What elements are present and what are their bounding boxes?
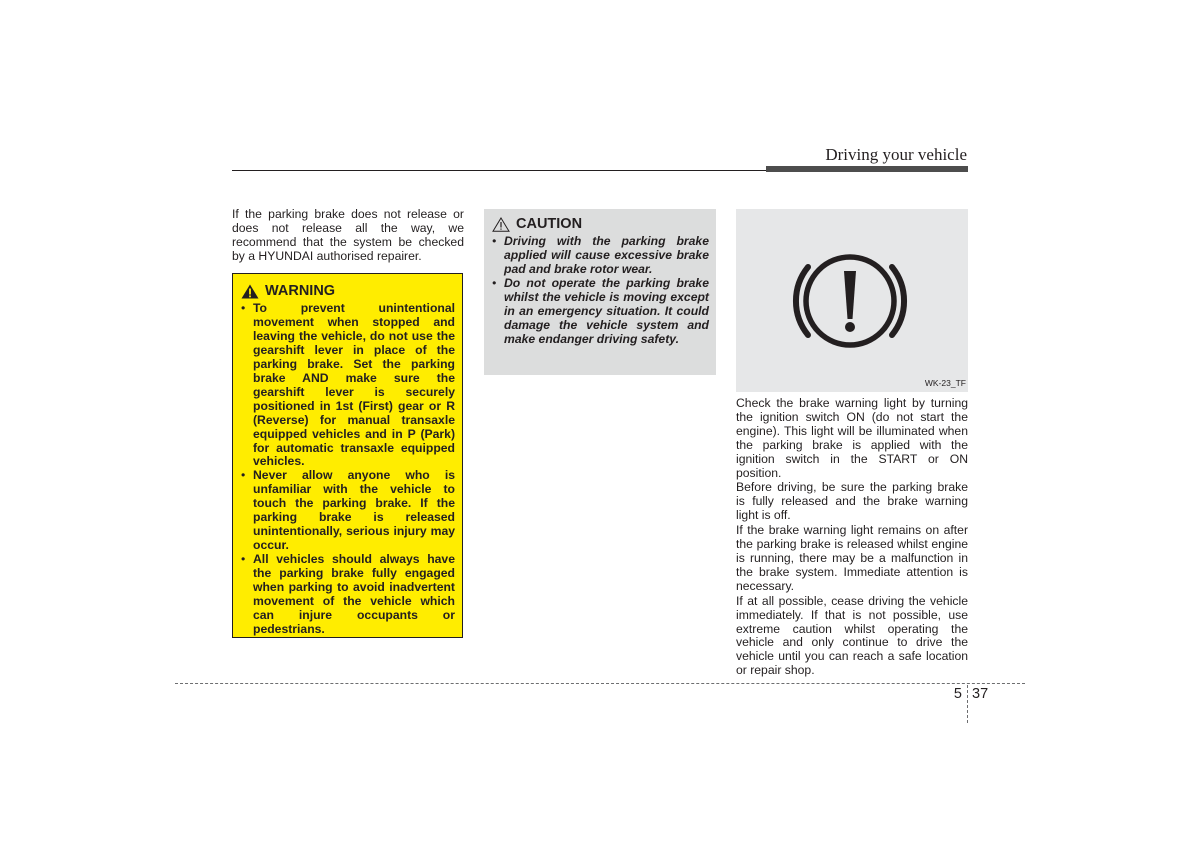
intro-paragraph: If the parking brake does not release or does not release all the way, we recommend that the system be checked by a HYUNDAI authorised repairer. (232, 207, 464, 263)
brake-warning-icon (736, 209, 968, 392)
warning-list (241, 302, 455, 637)
body-paragraph: Before driving, be sure the parking brake is fully released and the brake warning light is off. (736, 480, 968, 523)
warning-box (232, 273, 463, 638)
caution-item: • Do not operate the parking brake whilst the vehicle is moving except in an emergency situation. It could damage the vehicle system and make endanger driving safety. (492, 277, 709, 347)
body-text (736, 397, 968, 679)
page-number: 37 (972, 686, 989, 702)
caution-heading (492, 217, 709, 232)
warning-heading (241, 284, 455, 299)
caution-title: CAUTION (516, 215, 583, 232)
page-number-divider (967, 685, 968, 723)
header-rule-accent (766, 166, 968, 172)
warning-item: • Never allow anyone who is unfamiliar with the vehicle to touch the parking brake. If the parking brake is released unintentionally, serious injury may occur. (241, 469, 455, 553)
header-rule (232, 170, 768, 171)
warning-item: • All vehicles should always have the parking brake fully engaged when parking to avoid inadvertent movement of the vehicle which can injure occupants or pedestrians. (241, 553, 455, 637)
section-number: 5 (953, 686, 962, 702)
footer-rule (175, 683, 1025, 684)
warning-title: WARNING (265, 282, 336, 299)
caution-box (484, 209, 716, 375)
body-paragraph: If the brake warning light remains on after the parking brake is released whilst engine is running, there may be a malfunction in the brake system. Immediate attention is necessary. (736, 523, 968, 593)
brake-warning-figure (736, 209, 968, 392)
caution-list (492, 235, 709, 347)
warning-triangle-icon (241, 284, 259, 299)
warning-item: • To prevent unintentional movement when stopped and leaving the vehicle, do not use the gearshift lever in place of the parking brake. Set the parking brake AND make sure the gearshift lever is securely positioned in 1st (First) gear or R (Reverse) for manual transaxle equipped vehicles and in P (Park) for automatic transaxle equipped vehicles. (241, 302, 455, 469)
body-paragraph: Check the brake warning light by turning the ignition switch ON (do not start the engine). This light will be illuminated when the parking brake is applied with the ignition switch in the START or ON position. (736, 396, 968, 480)
caution-triangle-icon (492, 217, 510, 232)
body-paragraph: If at all possible, cease driving the vehicle immediately. If that is not possible, use extreme caution whilst operating the vehicle and only continue to drive the vehicle until you can reach a safe location or repair shop. (736, 593, 968, 678)
figure-caption: WK-23_TF (924, 378, 966, 388)
caution-item: • Driving with the parking brake applied will cause excessive brake pad and brake rotor wear. (492, 235, 709, 277)
section-title: Driving your vehicle (825, 145, 967, 164)
